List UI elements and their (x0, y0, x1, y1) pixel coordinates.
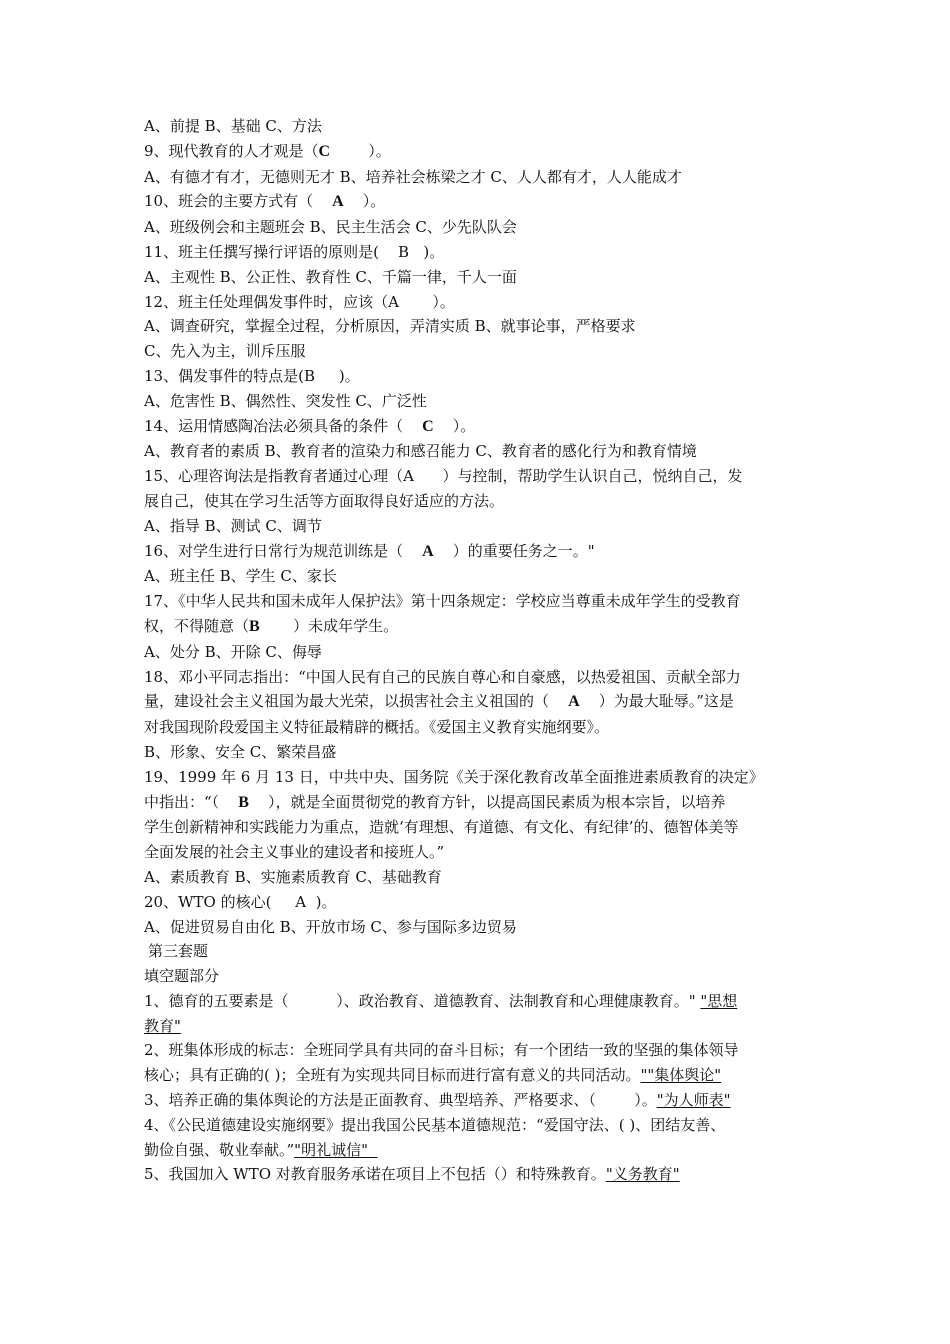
question-text: 20、WTO 的核心( (144, 892, 296, 911)
fill-answer: ""集体舆论" (640, 1066, 722, 1085)
answer-letter: A (388, 292, 399, 311)
question-18: 18、邓小平同志指出：“中国人民有自己的民族自尊心和自豪感，以热爱祖国、贡献全部力 (144, 667, 741, 686)
question-19-cont (144, 790, 814, 816)
question-18-cont2: 对我国现阶段爱国主义特征最精辟的概括。《爱国主义教育实施纲要》。 (144, 718, 610, 737)
answer-letter: B (238, 793, 249, 811)
question-text: 量，建设社会主义祖国为最大光荣，以损害社会主义祖国的（ (144, 692, 569, 711)
fill-question-1 (144, 989, 814, 1014)
question-text-end: ），就是全面贯彻党的教育方针，以提高国民素质为根本宗旨，以培养 (248, 792, 726, 811)
question-text: 权，不得随意（ (144, 616, 250, 635)
question-text-end: ）。 (433, 416, 476, 435)
options-q9: A、有德才有才，无德则无才 B、培养社会栋梁之才 C、人人都有才，人人能成才 (144, 167, 682, 186)
question-text: 13、偶发事件的特点是( (144, 366, 304, 385)
fill-question-4-cont (144, 1138, 814, 1163)
question-text: 核心；具有正确的( )；全班有为实现共同目标而进行富有意义的共同活动。 (144, 1066, 641, 1085)
question-text-end: )。 (306, 892, 337, 911)
question-text-end: ）。 (343, 192, 386, 211)
question-text: 10、班会的主要方式有（ (144, 192, 333, 211)
question-text-end: ）为最大耻辱。”这是 (579, 692, 734, 711)
question-9 (144, 139, 814, 165)
question-17: 17、《中华人民共和国未成年人保护法》第十四条规定：学校应当尊重未成年学生的受教育 (144, 592, 741, 611)
answer-letter: A (403, 467, 414, 486)
question-14 (144, 414, 814, 440)
question-15 (144, 464, 814, 489)
question-15-cont: 展自己，使其在学习生活等方面取得良好适应的方法。 (144, 491, 505, 510)
options-q12: A、调查研究，掌握全过程，分析原因，弄清实质 B、就事论事，严格要求 (144, 317, 636, 336)
question-text: 16、对学生进行日常行为规范训练是（ (144, 541, 423, 560)
question-text-end: ）的重要任务之一。" (433, 541, 595, 560)
fill-question-2: 2、班集体形成的标志：全班同学具有共同的奋斗目标；有一个团结一致的坚强的集体领导 (144, 1041, 739, 1060)
section-title: 第三套题 (148, 942, 209, 961)
question-text-end: ）。 (398, 292, 455, 311)
options-q17: A、处分 B、开除 C、侮辱 (144, 642, 322, 661)
options-q12-cont: C、先入为主，训斥压服 (144, 342, 306, 361)
question-16 (144, 539, 814, 565)
question-text-end: ）未成年学生。 (259, 616, 399, 635)
question-text-end: )。 (409, 242, 445, 261)
question-text: 1、德育的五要素是（ ）、政治教育、道德教育、法制教育和心理健康教育。" (144, 991, 701, 1010)
answer-letter: C (318, 142, 331, 160)
question-text: 12、班主任处理偶发事件时，应该（ (144, 292, 389, 311)
question-text: 中指出：“（ (144, 792, 239, 811)
options-q19: A、素质教育 B、实施素质教育 C、基础教育 (144, 867, 442, 886)
options-q20: A、促进贸易自由化 B、开放市场 C、参与国际多边贸易 (144, 917, 517, 936)
question-17-cont (144, 614, 814, 640)
options-q15: A、指导 B、测试 C、调节 (144, 516, 322, 535)
options-q11: A、主观性 B、公正性、教育性 C、千篇一律，千人一面 (144, 267, 517, 286)
question-text: 5、我国加入 WTO 对教育服务承诺在项目上不包括（）和特殊教育。 (144, 1165, 606, 1184)
question-11 (144, 240, 814, 265)
question-19-cont3: 全面发展的社会主义事业的建设者和接班人。” (144, 843, 445, 862)
fill-answer-cont: 教育" (144, 1016, 181, 1035)
question-text: 11、班主任撰写操行评语的原则是( (144, 242, 399, 261)
fill-question-2-cont (144, 1063, 814, 1088)
fill-answer: "义务教育" (605, 1165, 680, 1184)
document-page (144, 114, 814, 1187)
fill-question-5 (144, 1162, 814, 1187)
answer-letter: C (422, 417, 434, 435)
answer-letter: B (398, 242, 410, 261)
question-text-end: ）。 (330, 141, 391, 160)
options-q14: A、教育者的素质 B、教育者的渲染力和感召能力 C、教育者的感化行为和教育情境 (144, 442, 697, 461)
question-text: 14、运用情感陶冶法必须具备的条件（ (144, 416, 423, 435)
question-text: 9、现代教育的人才观是（ (144, 141, 319, 160)
question-text: 勤俭自强、敬业奉献。” (144, 1140, 295, 1159)
fill-answer: "为人师表" (656, 1091, 731, 1110)
question-text: 15、心理咨询法是指教育者通过心理（ (144, 467, 404, 486)
answer-letter: A (332, 193, 344, 211)
question-text-end: ）与控制，帮助学生认识自己，悦纳自己，发 (413, 467, 743, 486)
question-18-cont (144, 689, 814, 715)
question-19: 19、1999 年 6 月 13 日，中共中央、国务院《关于深化教育改革全面推进素质教育的决定》 (144, 767, 764, 786)
options-q13: A、危害性 B、偶然性、突发性 C、广泛性 (144, 391, 427, 410)
section-subtitle: 填空题部分 (144, 967, 220, 986)
question-20 (144, 890, 814, 915)
answer-letter: A (422, 542, 434, 560)
fill-question-3 (144, 1088, 814, 1113)
options-q10: A、班级例会和主题班会 B、民主生活会 C、少先队队会 (144, 218, 517, 237)
options-q8: A、前提 B、基础 C、方法 (144, 117, 322, 135)
question-12 (144, 290, 814, 315)
fill-answer: "思想 (700, 991, 738, 1010)
answer-letter: B (249, 617, 260, 635)
question-13 (144, 364, 814, 389)
options-q16: A、班主任 B、学生 C、家长 (144, 567, 337, 586)
fill-answer: "明礼诚信" (294, 1140, 378, 1159)
answer-letter: A (295, 892, 307, 911)
answer-letter: A (568, 693, 580, 711)
question-text: 3、培养正确的集体舆论的方法是正面教育、典型培养、严格要求、（ ）。 (144, 1091, 657, 1110)
fill-question-4: 4、《公民道德建设实施纲要》提出我国公民基本道德规范：“爱国守法、( )、团结友善、 (144, 1115, 726, 1134)
question-text-end: )。 (314, 366, 360, 385)
answer-letter: B (303, 366, 315, 385)
question-10 (144, 189, 814, 215)
options-q18: B、形象、安全 C、繁荣昌盛 (144, 742, 337, 761)
question-19-cont2: 学生创新精神和实践能力为重点，造就‘有理想、有道德、有文化、有纪律’的、德智体美等 (144, 818, 739, 837)
